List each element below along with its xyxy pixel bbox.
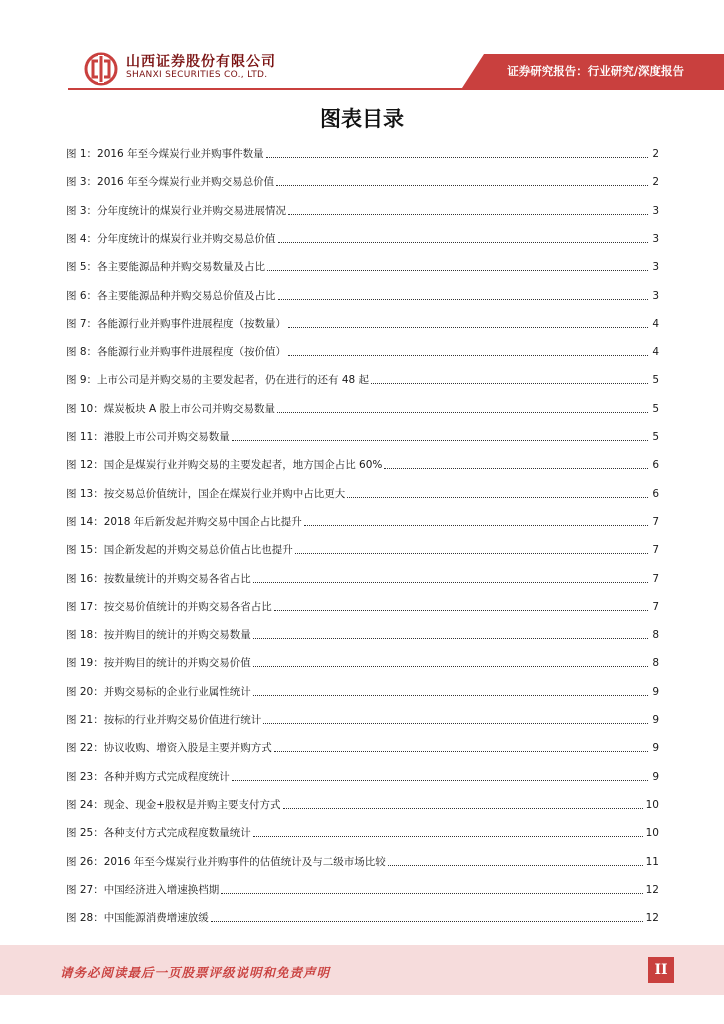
toc-entry-label: 图 23：各种并购方式完成程度统计 <box>66 770 230 783</box>
toc-entry-label: 图 15：国企新发起的并购交易总价值占比也提升 <box>66 544 293 557</box>
toc-entry[interactable] <box>66 452 659 472</box>
toc-entry[interactable] <box>66 877 659 897</box>
toc-entry-page: 4 <box>652 346 659 359</box>
toc-leader-dots <box>274 751 648 752</box>
toc-entry[interactable] <box>66 792 659 812</box>
toc-entry-label: 图 12：国企是煤炭行业并购交易的主要发起者，地方国企占比 60% <box>66 459 383 472</box>
toc-leader-dots <box>278 242 648 243</box>
toc-leader-dots <box>304 525 648 526</box>
toc-leader-dots <box>267 270 648 271</box>
toc-entry-page: 5 <box>652 431 659 443</box>
toc-leader-dots <box>288 355 648 356</box>
toc-entry-label: 图 5：各主要能源品种并购交易数量及占比 <box>66 261 266 274</box>
toc-entry-label: 图 7：各能源行业并购事件进展程度（按数量） <box>66 317 287 330</box>
toc-leader-dots <box>253 666 648 667</box>
toc-entry[interactable] <box>66 849 659 869</box>
toc-entry-label: 图 24：现金、现金+股权是并购主要支付方式 <box>66 798 281 811</box>
toc-leader-dots <box>253 695 648 696</box>
toc-leader-dots <box>347 497 648 498</box>
toc-entry-page: 11 <box>645 855 659 868</box>
toc-entry-page: 7 <box>652 600 659 613</box>
toc-entry-label: 图 4：分年度统计的煤炭行业并购交易总价值 <box>66 232 276 245</box>
toc-entry[interactable] <box>66 820 659 840</box>
toc-leader-dots <box>283 808 643 809</box>
toc-entry-label: 图 18：按并购目的统计的并购交易数量 <box>66 629 251 642</box>
toc-leader-dots <box>295 553 648 554</box>
toc-entry[interactable] <box>66 594 659 614</box>
toc-entry[interactable] <box>66 481 659 501</box>
toc-entry-page: 2 <box>652 176 659 189</box>
toc-entry-page: 8 <box>652 657 659 670</box>
toc-entry-page: 7 <box>652 515 659 528</box>
toc-entry[interactable] <box>66 735 659 755</box>
toc-entry-page: 12 <box>645 883 659 896</box>
toc-entry-page: 3 <box>652 232 659 245</box>
toc-entry-label: 图 6：各主要能源品种并购交易总价值及占比 <box>66 289 276 302</box>
toc-entry[interactable] <box>66 396 659 416</box>
toc-entry-label: 图 20：并购交易标的企业行业属性统计 <box>66 685 251 698</box>
toc-entry[interactable] <box>66 707 659 727</box>
toc-entry-label: 图 22：协议收购、增资入股是主要并购方式 <box>66 742 272 755</box>
toc-entry[interactable] <box>66 622 659 642</box>
toc-leader-dots <box>266 157 648 158</box>
toc-entry-label: 图 13：按交易总价值统计，国企在煤炭行业并购中占比更大 <box>66 487 346 500</box>
toc-entry-label: 图 9：上市公司是并购交易的主要发起者，仍在进行的还有 48 起 <box>66 374 370 387</box>
toc-leader-dots <box>253 836 643 837</box>
toc-entry[interactable] <box>66 198 659 218</box>
toc-leader-dots <box>221 893 642 894</box>
toc-leader-dots <box>276 185 648 186</box>
toc-leader-dots <box>253 582 648 583</box>
toc-entry[interactable] <box>66 339 659 359</box>
toc-entry-label: 图 10：煤炭板块 A 股上市公司并购交易数量 <box>66 402 276 415</box>
toc-leader-dots <box>288 214 648 215</box>
toc-leader-dots <box>277 412 648 413</box>
toc-entry-page: 7 <box>652 544 659 557</box>
toc-leader-dots <box>253 638 648 639</box>
toc-entry[interactable] <box>66 141 659 161</box>
toc-entry[interactable] <box>66 679 659 699</box>
toc-entry-page: 8 <box>652 629 659 642</box>
toc-entry-label: 图 26：2016 年至今煤炭行业并购事件的估值统计及与二级市场比较 <box>66 855 386 868</box>
toc-entry-label: 图 27：中国经济进入增速换档期 <box>66 883 220 896</box>
toc-entry[interactable] <box>66 367 659 387</box>
toc-entry-page: 7 <box>652 572 659 585</box>
toc-entry-page: 12 <box>645 912 659 925</box>
toc-leader-dots <box>384 468 648 469</box>
toc-entry-label: 图 3：分年度统计的煤炭行业并购交易进展情况 <box>66 204 287 217</box>
toc-entry[interactable] <box>66 650 659 670</box>
toc-entry-page: 3 <box>652 204 659 217</box>
toc-entry-label: 图 11：港股上市公司并购交易数量 <box>66 431 230 443</box>
page-header <box>0 0 724 100</box>
toc-entry-page: 9 <box>652 742 659 755</box>
toc-leader-dots <box>232 780 648 781</box>
toc-entry-label: 图 25：各种支付方式完成程度数量统计 <box>66 827 251 840</box>
toc-entry-page: 3 <box>652 261 659 274</box>
toc-entry[interactable] <box>66 226 659 246</box>
toc-entry-page: 4 <box>652 317 659 330</box>
toc-entry-page: 2 <box>652 148 659 160</box>
report-type-label: 证券研究报告：行业研究/深度报告 <box>507 64 684 78</box>
toc-entry[interactable] <box>66 283 659 303</box>
toc-entry-page: 9 <box>652 770 659 783</box>
toc-entry-page: 5 <box>652 374 659 387</box>
toc-entry-label: 图 3：2016 年至今煤炭行业并购交易总价值 <box>66 176 275 189</box>
toc-leader-dots <box>263 723 648 724</box>
toc-entry[interactable] <box>66 169 659 189</box>
company-logo-icon <box>84 52 118 86</box>
toc-entry-page: 3 <box>652 289 659 302</box>
toc-entry-label: 图 8：各能源行业并购事件进展程度（按价值） <box>66 346 287 359</box>
toc-leader-dots <box>288 327 648 328</box>
toc-entry[interactable] <box>66 509 659 529</box>
toc-entry[interactable] <box>66 764 659 784</box>
toc-entry-page: 9 <box>652 714 659 726</box>
toc-leader-dots <box>232 440 648 441</box>
toc-entry[interactable] <box>66 424 659 444</box>
toc-entry-page: 6 <box>652 459 659 472</box>
toc-entry-label: 图 21：按标的行业并购交易价值进行统计 <box>66 714 262 726</box>
toc-entry[interactable] <box>66 566 659 586</box>
toc-leader-dots <box>278 299 648 300</box>
toc-entry-label: 图 16：按数量统计的并购交易各省占比 <box>66 572 251 585</box>
toc-entry[interactable] <box>66 311 659 331</box>
disclaimer-notice: 请务必阅读最后一页股票评级说明和免责声明 <box>60 965 331 980</box>
toc-entry-label: 图 28：中国能源消费增速放缓 <box>66 912 209 925</box>
toc-leader-dots <box>371 383 648 384</box>
header-divider <box>68 88 724 90</box>
toc-entry-label: 图 14：2018 年后新发起并购交易中国企占比提升 <box>66 515 302 528</box>
toc-entry[interactable] <box>66 905 659 925</box>
toc-entry[interactable] <box>66 537 659 557</box>
toc-entry-page: 10 <box>645 827 659 840</box>
toc-entry-label: 图 17：按交易价值统计的并购交易各省占比 <box>66 600 272 613</box>
toc-leader-dots <box>388 865 643 866</box>
toc-entry-page: 5 <box>652 402 659 415</box>
toc-entry-page: 9 <box>652 685 659 698</box>
page-number: II <box>648 957 674 983</box>
toc-leader-dots <box>211 921 643 922</box>
toc-entry-label: 图 1：2016 年至今煤炭行业并购事件数量 <box>66 148 264 160</box>
toc-entry[interactable] <box>66 254 659 274</box>
toc-leader-dots <box>274 610 648 611</box>
company-name-en: SHANXI SECURITIES CO., LTD. <box>126 70 268 80</box>
toc-entry-label: 图 19：按并购目的统计的并购交易价值 <box>66 657 251 670</box>
company-name-cn: 山西证券股份有限公司 <box>126 54 276 70</box>
toc-entry-page: 6 <box>652 487 659 500</box>
toc-entry-page: 10 <box>645 798 659 811</box>
toc-title: 图表目录 <box>320 106 404 131</box>
